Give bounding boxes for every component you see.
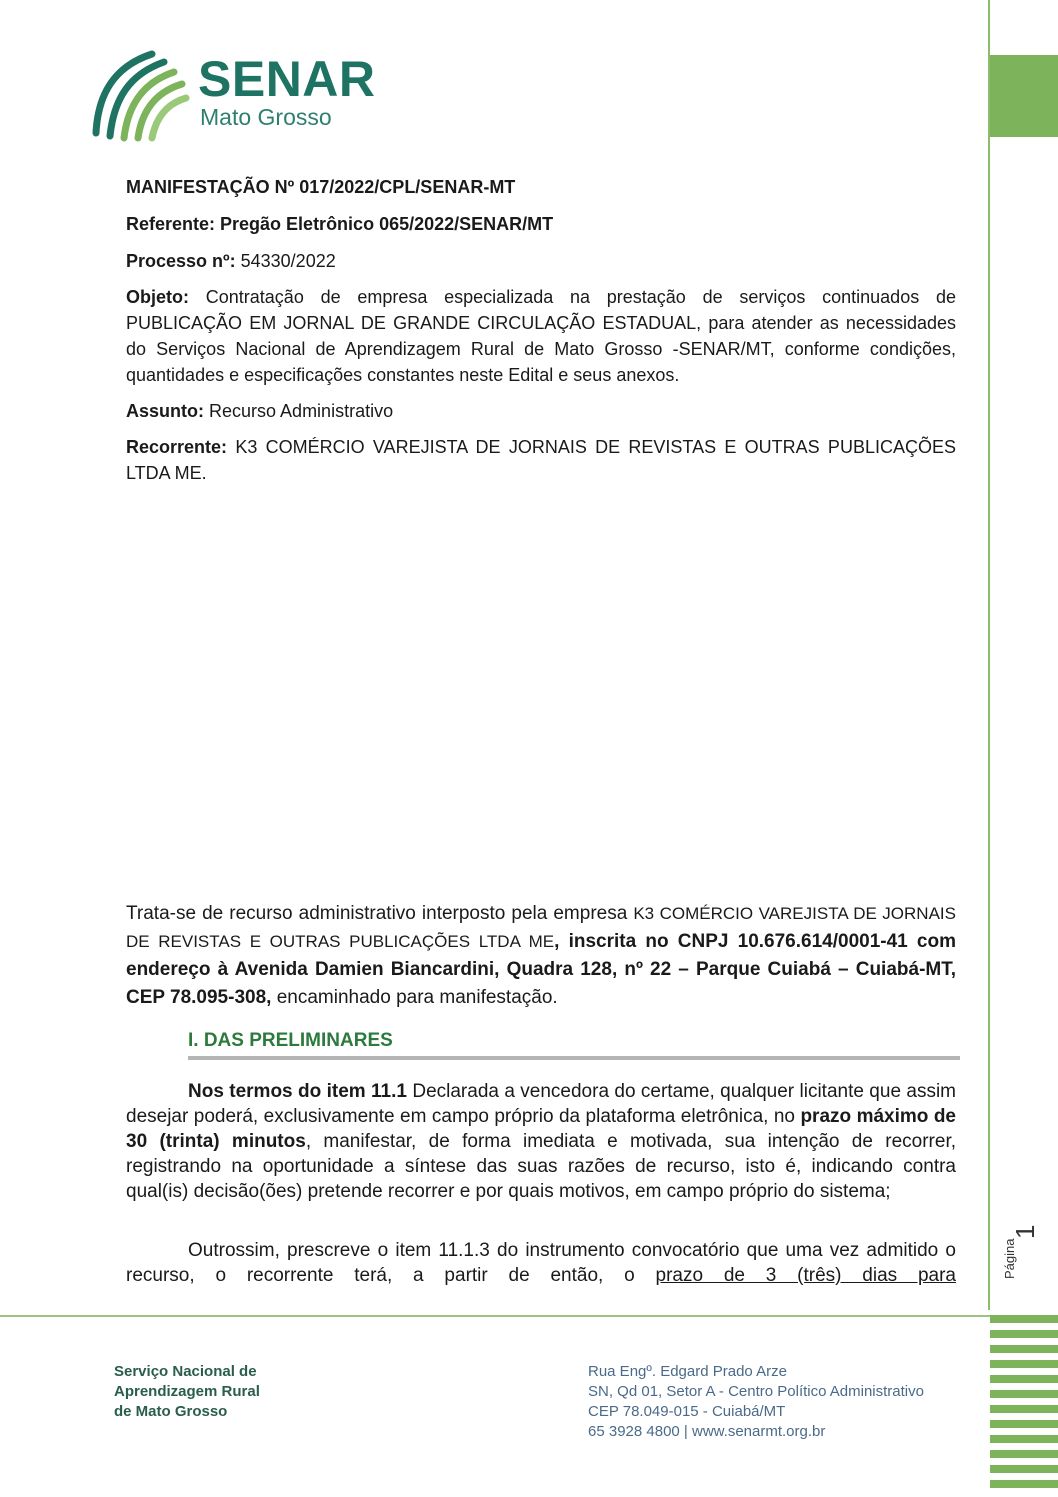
heading-rule xyxy=(188,1056,960,1060)
footer-contact-line[interactable]: 65 3928 4800 | www.senarmt.org.br xyxy=(588,1423,826,1440)
footer-address-line: Rua Engº. Edgard Prado Arze xyxy=(588,1363,787,1380)
senar-leaf-icon xyxy=(90,48,190,143)
objeto-label: Objeto: xyxy=(126,287,189,307)
footer-rule xyxy=(0,1315,990,1317)
footer-org-line: de Mato Grosso xyxy=(114,1403,228,1420)
para1-bold-mid: prazo máximo de 30 (trinta) minutos xyxy=(126,1106,956,1152)
assunto-line xyxy=(126,398,956,424)
para2-underlined: prazo de 3 (três) dias para xyxy=(655,1265,956,1286)
footer-address-line: SN, Qd 01, Setor A - Centro Político Administrativo xyxy=(588,1383,924,1400)
logo-name: SENAR xyxy=(198,51,376,107)
objeto-text: Contratação de empresa especializada na prestação de serviços continuados de PUBLICAÇÃO EM JORNAL DE GRANDE CIRCULAÇÃO ESTADUAL, para atender as necessidades do Serviços Nacional de Aprendizagem Rural de Mato Grosso -SENAR/MT, conforme condições, quantidades e especificações constantes neste Edital e seus anexos. xyxy=(126,287,956,385)
page-label: Página xyxy=(1002,1238,1017,1279)
processo-value: 54330/2022 xyxy=(240,251,336,271)
footer-org-line: Aprendizagem Rural xyxy=(114,1383,260,1400)
para1-bold-start: Nos termos do item 11.1 xyxy=(188,1081,407,1102)
section-heading: I. DAS PRELIMINARES xyxy=(188,1030,393,1051)
manifestacao-title xyxy=(126,174,956,200)
recorrente-label: Recorrente: xyxy=(126,437,228,457)
processo-line xyxy=(126,248,956,274)
right-rail-line xyxy=(988,0,990,1310)
para1-text1: Declarada a vencedora do certame, qualquer licitante que assim desejar poderá, exclusivamente em campo próprio da plataforma eletrônica, no xyxy=(126,1081,957,1127)
recorrente-value: K3 COMÉRCIO VAREJISTA DE JORNAIS DE REVISTAS E OUTRAS PUBLICAÇÕES LTDA ME. xyxy=(126,437,956,483)
footer-stripes xyxy=(990,1315,1058,1497)
objeto-paragraph xyxy=(126,284,956,388)
footer-address-line: CEP 78.049-015 - Cuiabá/MT xyxy=(588,1403,786,1420)
footer-organization xyxy=(114,1362,260,1422)
page-number: 1 xyxy=(1010,1224,1040,1239)
preliminares-paragraph-1 xyxy=(126,1079,956,1204)
intro-text: Trata-se de recurso administrativo interposto pela empresa xyxy=(126,903,628,924)
referente-text: Referente: Pregão Eletrônico 065/2022/SENAR/MT xyxy=(126,214,554,234)
assunto-label: Assunto: xyxy=(126,401,204,421)
preliminares-paragraph-2 xyxy=(126,1238,956,1288)
footer-address xyxy=(588,1362,924,1442)
page-number-box xyxy=(1000,1205,1056,1295)
senar-logo xyxy=(90,48,380,143)
intro-cnpj-address: , inscrita no CNPJ 10.676.614/0001-41 com endereço à Avenida Damien Biancardini, Quadra 128, nº 22 – Parque Cuiabá – Cuiabá-MT, CEP 78.095-308, xyxy=(126,931,956,1008)
para2-text: Outrossim, prescreve o item 11.1.3 do instrumento convocatório que uma vez admitido o recurso, o recorrente terá, a partir de então, o xyxy=(126,1240,956,1286)
referente-line xyxy=(126,211,956,237)
assunto-value: Recurso Administrativo xyxy=(209,401,394,421)
right-rail-block xyxy=(990,55,1058,137)
recorrente-paragraph xyxy=(126,434,956,486)
intro-end: encaminhado para manifestação. xyxy=(276,987,558,1008)
intro-company: K3 COMÉRCIO VAREJISTA DE JORNAIS DE REVISTAS E OUTRAS PUBLICAÇÕES LTDA ME xyxy=(126,904,956,951)
intro-paragraph xyxy=(126,900,956,1012)
logo-region: Mato Grosso xyxy=(200,104,332,130)
para1-text2: , manifestar, de forma imediata e motivada, sua intenção de recorrer, registrando na oportunidade a síntese das suas razões de recurso, isto é, indicando contra qual(is) decisão(ões) pretende recorrer e por quais motivos, em campo próprio do sistema; xyxy=(126,1131,956,1202)
processo-label: Processo nº: xyxy=(126,251,236,271)
manifestacao-number: MANIFESTAÇÃO Nº 017/2022/CPL/SENAR-MT xyxy=(126,177,516,197)
footer-org-line: Serviço Nacional de xyxy=(114,1363,257,1380)
